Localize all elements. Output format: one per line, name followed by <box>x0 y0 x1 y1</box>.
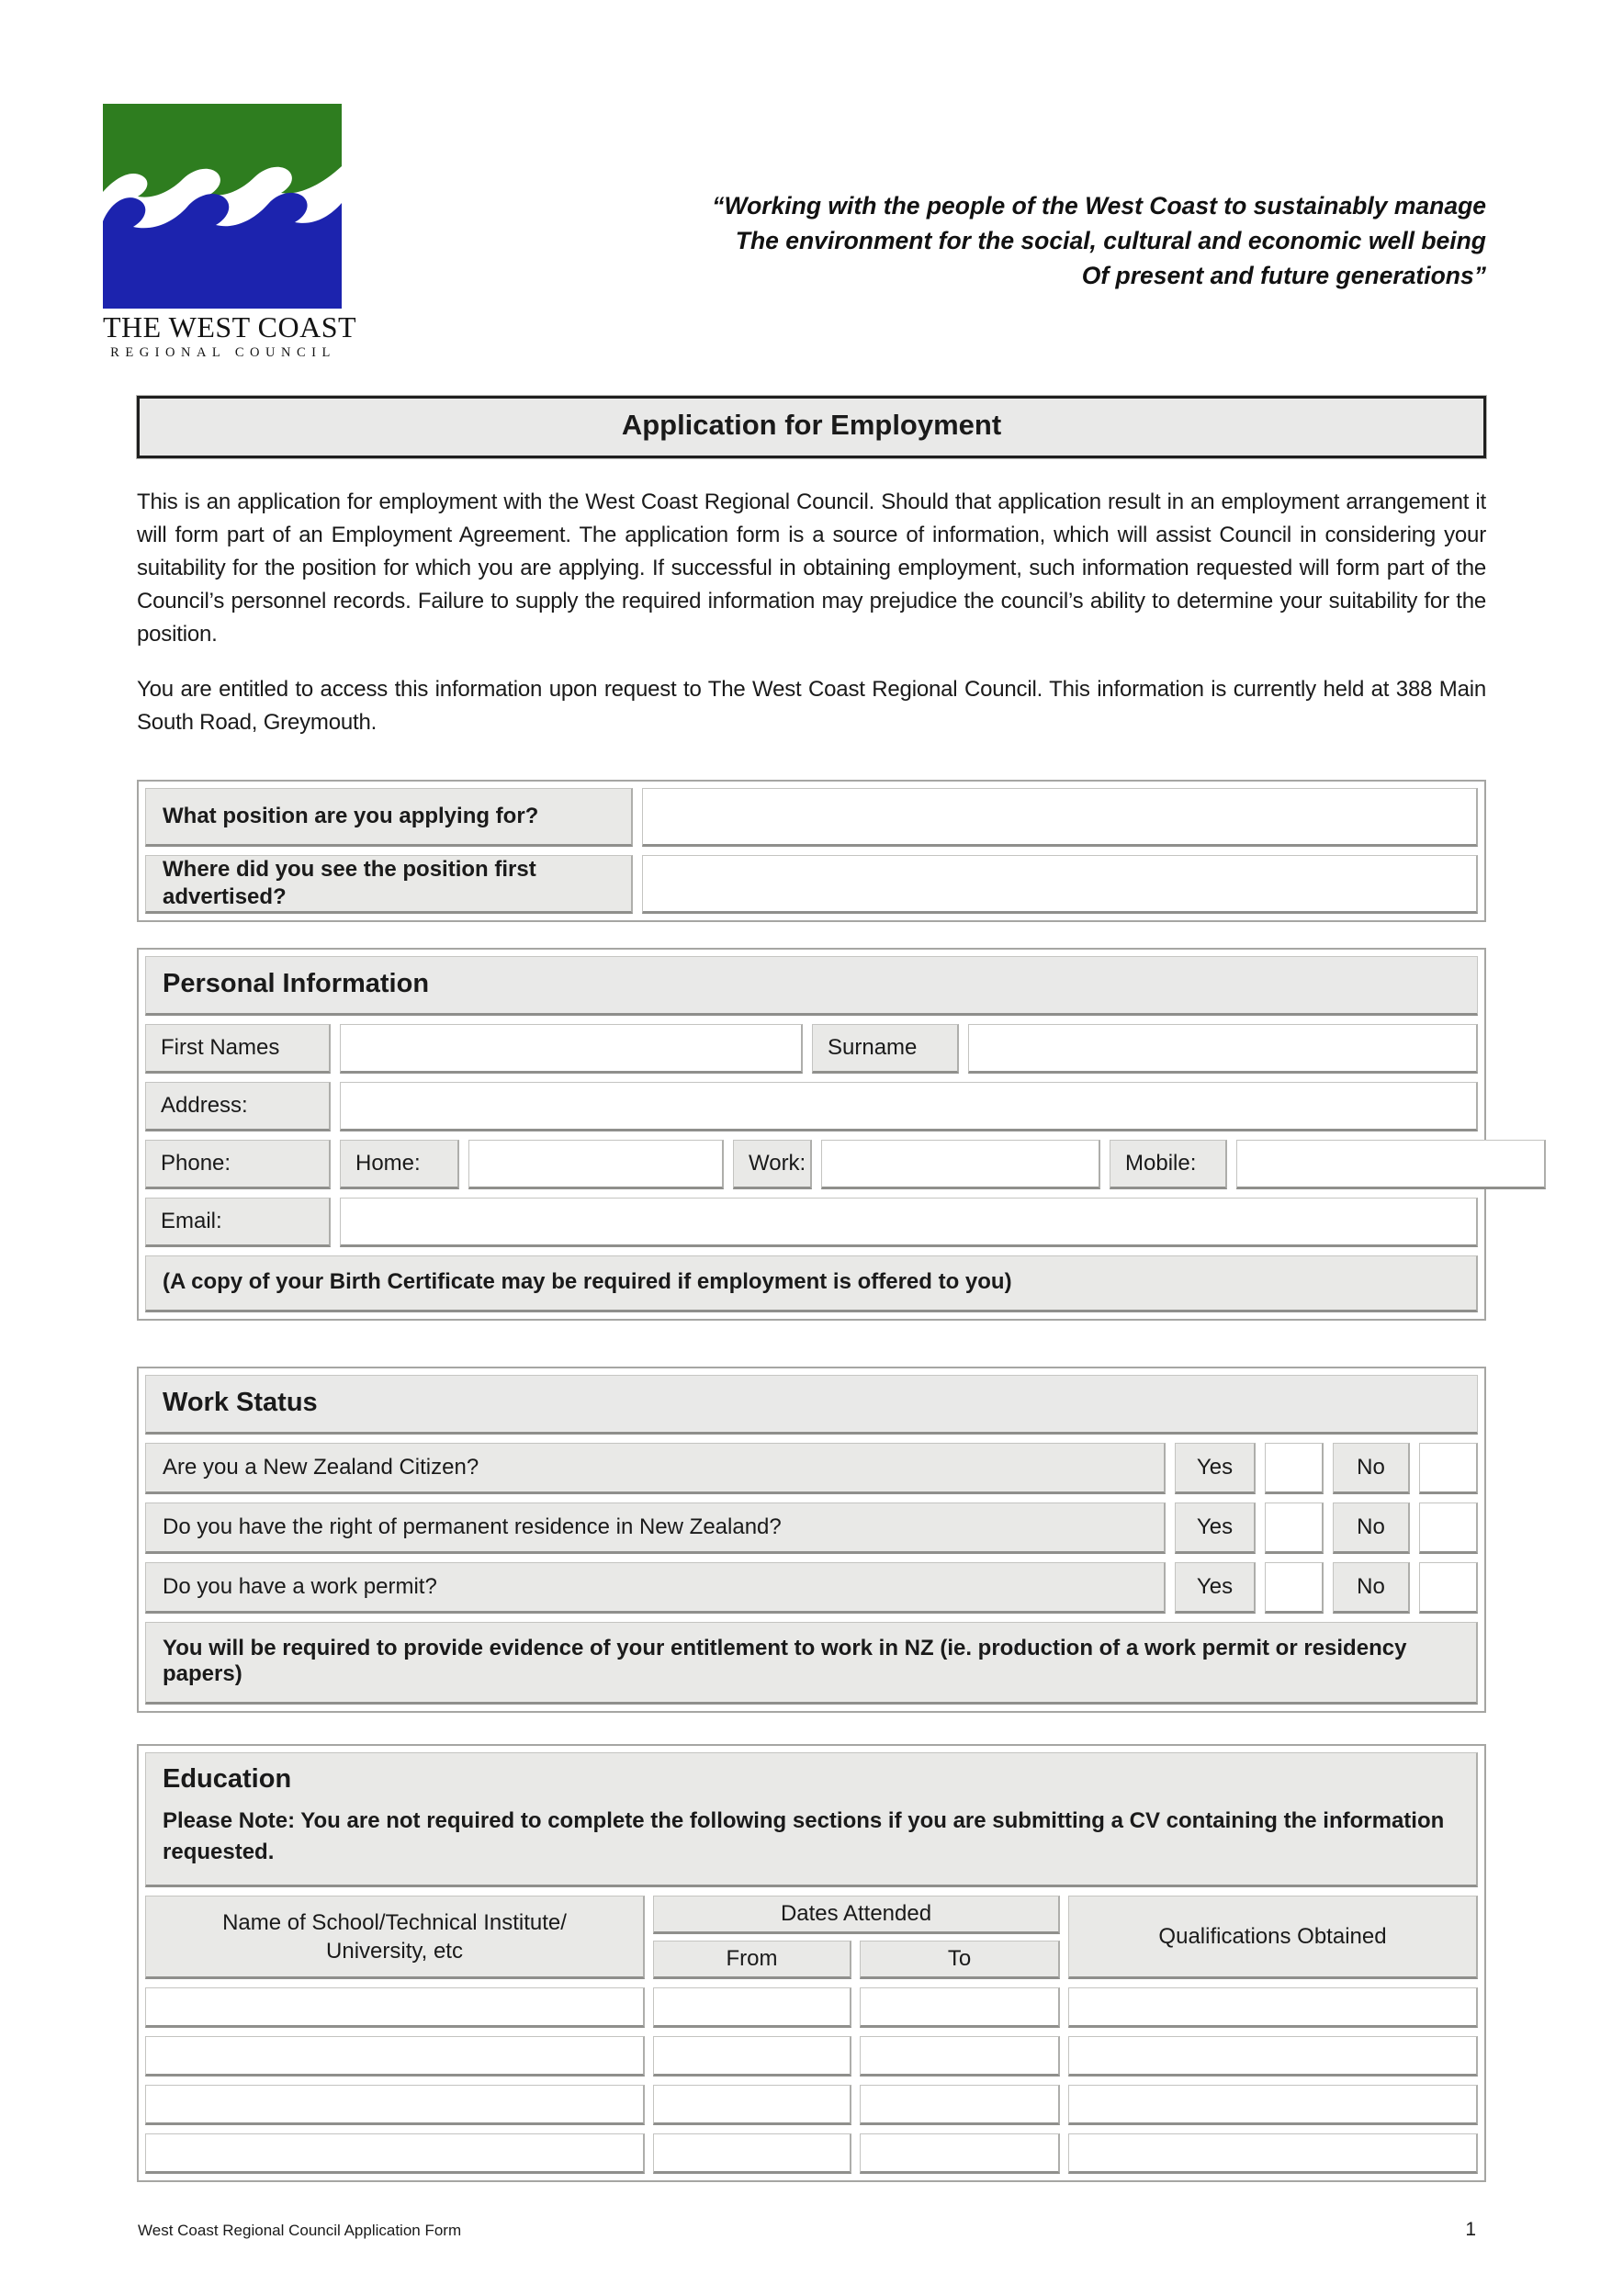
to-cell[interactable] <box>860 2133 1060 2174</box>
personal-information-section <box>137 948 1486 1321</box>
citizen-question-label: Are you a New Zealand Citizen? <box>145 1443 1166 1494</box>
citizen-question-row <box>145 1443 1478 1494</box>
mission-quote-line1: “Working with the people of the West Coast to sustainably manage <box>712 192 1486 219</box>
phone-work-input[interactable] <box>821 1140 1100 1189</box>
position-applying-input[interactable] <box>642 788 1478 847</box>
education-table-header <box>145 1896 1478 1979</box>
citizen-yes-label: Yes <box>1175 1443 1256 1494</box>
school-column-header <box>145 1896 645 1979</box>
email-row <box>145 1198 1478 1247</box>
work-status-heading: Work Status <box>145 1375 1478 1435</box>
dates-from-header: From <box>653 1941 851 1979</box>
from-cell[interactable] <box>653 2085 851 2125</box>
school-cell[interactable] <box>145 2036 645 2077</box>
from-cell[interactable] <box>653 2036 851 2077</box>
qualification-cell[interactable] <box>1068 2085 1478 2125</box>
mission-quote-line3: Of present and future generations” <box>1081 262 1486 289</box>
birth-certificate-note: (A copy of your Birth Certificate may be required if employment is offered to you) <box>145 1255 1478 1312</box>
school-column-header-line2: University, etc <box>326 1938 463 1964</box>
names-row <box>145 1024 1478 1074</box>
residence-yes-label: Yes <box>1175 1503 1256 1554</box>
position-question-row <box>145 788 1478 847</box>
work-permit-question-row <box>145 1562 1478 1614</box>
school-cell[interactable] <box>145 2085 645 2125</box>
school-cell[interactable] <box>145 1987 645 2028</box>
education-section <box>137 1744 1486 2182</box>
header <box>103 0 1486 361</box>
to-cell[interactable] <box>860 1987 1060 2028</box>
education-table-row <box>145 2036 1478 2077</box>
position-question-row <box>145 855 1478 914</box>
education-table-row <box>145 1987 1478 2028</box>
work-entitlement-note: You will be required to provide evidence of your entitlement to work in NZ (ie. production of a work permit or residency papers) <box>145 1622 1478 1705</box>
work-permit-no-checkbox[interactable] <box>1419 1562 1478 1614</box>
surname-label: Surname <box>812 1024 959 1074</box>
logo <box>103 104 357 361</box>
logo-name-line2: REGIONAL COUNCIL <box>110 345 336 360</box>
residence-question-label: Do you have the right of permanent residence in New Zealand? <box>145 1503 1166 1554</box>
footer-page-number: 1 <box>1465 2219 1476 2240</box>
qualification-cell[interactable] <box>1068 2036 1478 2077</box>
form-title <box>137 396 1486 458</box>
phone-home-input[interactable] <box>468 1140 724 1189</box>
address-label: Address: <box>145 1082 331 1131</box>
education-heading-block <box>145 1752 1478 1887</box>
logo-name-line1: THE WEST COAST <box>103 310 357 343</box>
position-advertised-label: Where did you see the position first advertised? <box>145 855 633 914</box>
school-column-header-line1: Name of School/Technical Institute/ <box>222 1909 567 1935</box>
residence-no-checkbox[interactable] <box>1419 1503 1478 1554</box>
phone-label: Phone: <box>145 1140 331 1189</box>
citizen-no-checkbox[interactable] <box>1419 1443 1478 1494</box>
position-applying-label: What position are you applying for? <box>145 788 633 847</box>
qualifications-header: Qualifications Obtained <box>1068 1896 1478 1979</box>
citizen-yes-checkbox[interactable] <box>1265 1443 1324 1494</box>
address-input[interactable] <box>340 1082 1478 1131</box>
residence-no-label: No <box>1333 1503 1410 1554</box>
from-cell[interactable] <box>653 2133 851 2174</box>
to-cell[interactable] <box>860 2085 1060 2125</box>
address-row <box>145 1082 1478 1131</box>
work-status-section <box>137 1367 1486 1713</box>
email-label: Email: <box>145 1198 331 1247</box>
qualification-cell[interactable] <box>1068 2133 1478 2174</box>
school-cell[interactable] <box>145 2133 645 2174</box>
page-footer <box>138 2219 1476 2241</box>
form-title-text: Application for Employment <box>621 409 1002 441</box>
mission-quote <box>344 188 1486 361</box>
dates-to-header: To <box>860 1941 1060 1979</box>
phone-mobile-input[interactable] <box>1236 1140 1546 1189</box>
education-cv-note: Please Note: You are not required to complete the following sections if you are submitting a CV containing the information requested. <box>163 1808 1445 1864</box>
work-permit-yes-label: Yes <box>1175 1562 1256 1614</box>
council-logo-icon <box>103 104 342 309</box>
phone-mobile-label: Mobile: <box>1110 1140 1227 1189</box>
position-advertised-input[interactable] <box>642 855 1478 914</box>
surname-input[interactable] <box>968 1024 1478 1074</box>
citizen-no-label: No <box>1333 1443 1410 1494</box>
work-permit-yes-checkbox[interactable] <box>1265 1562 1324 1614</box>
phone-work-label: Work: <box>733 1140 812 1189</box>
phone-row <box>145 1140 1478 1189</box>
first-names-label: First Names <box>145 1024 331 1074</box>
footer-document-name: West Coast Regional Council Application Form <box>138 2222 462 2239</box>
intro-paragraph-2: You are entitled to access this information upon request to The West Coast Regional Council. This information is currently held at 388 Main South Road, Greymouth. <box>137 677 1486 735</box>
education-table-row <box>145 2085 1478 2125</box>
work-permit-question-label: Do you have a work permit? <box>145 1562 1166 1614</box>
residence-question-row <box>145 1503 1478 1554</box>
from-cell[interactable] <box>653 1987 851 2028</box>
phone-home-label: Home: <box>340 1140 459 1189</box>
mission-quote-line2: The environment for the social, cultural and economic well being <box>735 227 1486 254</box>
work-permit-no-label: No <box>1333 1562 1410 1614</box>
education-table-row <box>145 2133 1478 2174</box>
to-cell[interactable] <box>860 2036 1060 2077</box>
residence-yes-checkbox[interactable] <box>1265 1503 1324 1554</box>
email-input[interactable] <box>340 1198 1478 1247</box>
education-heading: Education <box>163 1764 292 1794</box>
intro-paragraph-1: This is an application for employment with the West Coast Regional Council. Should that application result in an employment arrangement it will form part of an Employment Agreement. The application form is a source of information, which will assist Council in considering your suitability for the position for which you are applying. If successful in obtaining employment, such information requested will form part of the Council’s personnel records. Failure to supply the required information may prejudice the council’s ability to determine your suitability for the position. <box>137 490 1486 647</box>
dates-attended-header: Dates Attended <box>653 1896 1060 1934</box>
position-questions-section <box>137 780 1486 922</box>
qualification-cell[interactable] <box>1068 1987 1478 2028</box>
first-names-input[interactable] <box>340 1024 803 1074</box>
personal-information-heading: Personal Information <box>145 956 1478 1016</box>
